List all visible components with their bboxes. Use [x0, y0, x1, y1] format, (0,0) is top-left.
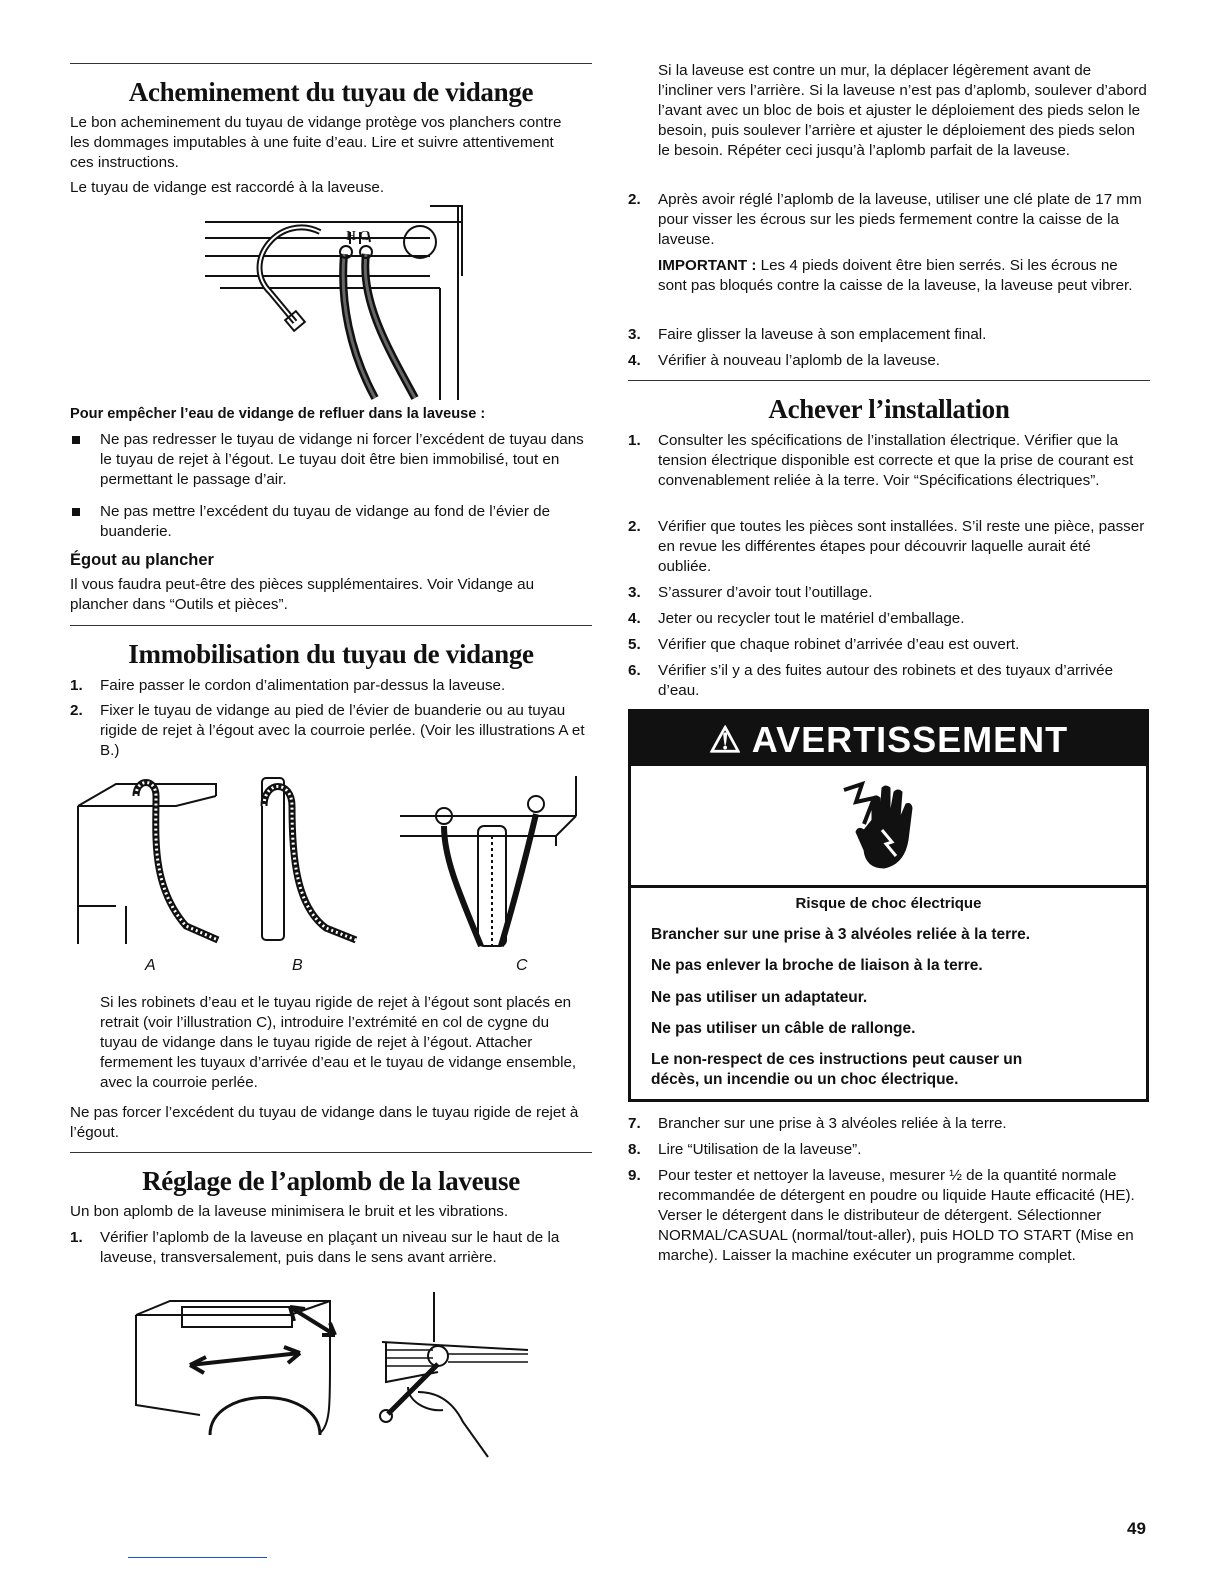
warning-line: Brancher sur une prise à 3 alvéoles reliée à la terre. [651, 926, 1031, 943]
warning-title: AVERTISSEMENT [751, 719, 1069, 760]
step-number: 5. [628, 636, 641, 653]
section-rule [70, 63, 592, 64]
illustration-c [396, 776, 586, 948]
subheading-egout: Égout au plancher [70, 551, 214, 569]
warning-box [628, 709, 1149, 1102]
paragraph: Un bon aplomb de la laveuse minimisera le bruit et les vibrations. [70, 1203, 509, 1220]
step-number: 7. [628, 1115, 641, 1132]
illustration-b [256, 776, 361, 948]
step-text: Vérifier que toutes les pièces sont installées. S’il reste une pièce, passer en revue les différentes étapes pour découvrir laquelle aurait été oubliée. [658, 518, 1145, 575]
step-text: Pour tester et nettoyer la laveuse, mesurer ½ de la quantité normale recommandée de détergent en poudre ou liquide Haute efficacité (HE). Verser le détergent dans le distributeur de détergent. Sélectionner NORMAL/CASUAL (normal/tout-aller), puis HOLD TO START (Mise en marche). Laisser la machine exécuter un programme complet. [658, 1167, 1135, 1264]
bullet-icon [72, 436, 80, 444]
important-note [658, 256, 1148, 296]
step-number: 1. [70, 1229, 83, 1246]
step-number: 2. [628, 518, 641, 535]
paragraph: Le bon acheminement du tuyau de vidange protège vos planchers contre les dommages imputables à une fuite d’eau. Lire et suivre attentivement ces instructions. [70, 114, 562, 171]
section-rule [70, 625, 592, 626]
warning-line: Ne pas enlever la broche de liaison à la terre. [651, 957, 983, 974]
footer-rule [128, 1557, 267, 1558]
paragraph: Il vous faudra peut-être des pièces supplémentaires. Voir Vidange au plancher dans “Outils et pièces”. [70, 576, 535, 613]
page-number: 49 [1127, 1519, 1146, 1538]
caption-a: A [145, 957, 156, 974]
paragraph: Si les robinets d’eau et le tuyau rigide de rejet à l’égout sont placés en retrait (voir l’illustration C), introduire l’extrémité en col de cygne du tuyau de vidange dans le tuyau rigide de rejet à l’égout. Attacher fermement les tuyaux d’arrivée d’eau et le tuyau de vidange ensemble, avec la courroie perlée. [100, 994, 577, 1091]
step-number: 3. [628, 584, 641, 601]
step-text: Consulter les spécifications de l’installation électrique. Vérifier que la tension électrique disponible est correcte et que la prise de courant est convenablement reliée à la terre. Voir “Spécifications électriques”. [658, 432, 1134, 489]
section-title-reglage: Réglage de l’aplomb de la laveuse [142, 1166, 520, 1196]
paragraph: Le tuyau de vidange est raccordé à la laveuse. [70, 179, 385, 196]
step-number: 4. [628, 610, 641, 627]
prevent-backflow-heading: Pour empêcher l’eau de vidange de refluer dans la laveuse : [70, 406, 486, 422]
wrench-foot-illustration [378, 1292, 538, 1462]
step-number: 3. [628, 326, 641, 343]
step-text: Vérifier l’aplomb de la laveuse en plaçant un niveau sur le haut de la laveuse, transversalement, puis dans le sens avant arrière. [100, 1229, 560, 1266]
list-item: Ne pas mettre l’excédent du tuyau de vidange au fond de l’évier de buanderie. [100, 503, 551, 540]
step-text: Lire “Utilisation de la laveuse”. [658, 1141, 862, 1158]
step-text: Vérifier que chaque robinet d’arrivée d’eau est ouvert. [658, 636, 1020, 653]
section-title-acheminement: Acheminement du tuyau de vidange [128, 77, 534, 107]
warning-header [631, 712, 1146, 766]
warning-risk: Risque de choc électrique [795, 895, 982, 912]
step-number: 1. [628, 432, 641, 449]
warning-divider [631, 885, 1146, 888]
bullet-icon [72, 508, 80, 516]
warning-line: Ne pas utiliser un câble de rallonge. [651, 1020, 916, 1037]
step-text: Jeter ou recycler tout le matériel d’emballage. [658, 610, 965, 627]
step-text: Faire glisser la laveuse à son emplacement final. [658, 326, 987, 343]
important-label: IMPORTANT : [658, 257, 757, 274]
step-text: Fixer le tuyau de vidange au pied de l’évier de buanderie ou au tuyau rigide de rejet à l’égout avec la courroie perlée. (Voir les illustrations A et B.) [100, 702, 585, 759]
step-number: 6. [628, 662, 641, 679]
step-text: Vérifier à nouveau l’aplomb de la laveuse. [658, 352, 940, 369]
step-number: 9. [628, 1167, 641, 1184]
step-number: 4. [628, 352, 641, 369]
step-number: 8. [628, 1141, 641, 1158]
important-text: Les 4 pieds doivent être bien serrés. Si les écrous ne sont pas bloqués contre la caisse de la laveuse, la laveuse peut vibrer. [658, 257, 1133, 294]
warning-triangle-icon: ⚠ [708, 719, 752, 760]
step-text: S’assurer d’avoir tout l’outillage. [658, 584, 873, 601]
illustration-a [76, 776, 226, 948]
step-text: Vérifier s’il y a des fuites autour des robinets et des tuyaux d’arrivée d’eau. [658, 662, 1114, 699]
paragraph: Si la laveuse est contre un mur, la déplacer légèrement avant de l’incliner vers l’arrière. Si la laveuse n’est pas d’aplomb, soulever d’abord l’avant avec un bloc de bois et ajuster le déploiement des pieds selon le besoin, puis soulever l’arrière et ajuster le déploiement des pieds selon le besoin. Répéter ceci jusqu’à l’aplomb parfait de la laveuse. [658, 62, 1147, 159]
step-number: 1. [70, 677, 83, 694]
list-item: Ne pas redresser le tuyau de vidange ni forcer l’excédent de tuyau dans le tuyau de rejet à l’égout. Le tuyau doit être bien immobilisé, tout en permettant le passage d’air. [100, 431, 584, 488]
warning-line: Ne pas utiliser un adaptateur. [651, 989, 868, 1006]
section-title-achever: Achever l’installation [768, 394, 1010, 424]
step-text: Faire passer le cordon d’alimentation par-dessus la laveuse. [100, 677, 506, 694]
step-text: Après avoir réglé l’aplomb de la laveuse, utiliser une clé plate de 17 mm pour visser les écrous sur les pieds fermement contre la caisse de la laveuse. [658, 191, 1142, 248]
washer-level-illustration [130, 1295, 340, 1435]
caption-c: C [516, 957, 528, 974]
paragraph: Ne pas forcer l’excédent du tuyau de vidange dans le tuyau rigide de rejet à l’égout. [70, 1104, 579, 1141]
section-rule [70, 1152, 592, 1153]
step-number: 2. [628, 191, 641, 208]
step-text: Brancher sur une prise à 3 alvéoles reliée à la terre. [658, 1115, 1007, 1132]
caption-b: B [292, 957, 303, 974]
svg-text:H C: H C [346, 229, 369, 244]
drain-hose-illustration [200, 202, 468, 400]
electric-shock-hand-icon [834, 780, 924, 872]
warning-line: Le non-respect de ces instructions peut causer un décès, un incendie ou un choc électrique. [651, 1051, 1023, 1088]
section-rule [628, 380, 1150, 381]
step-number: 2. [70, 702, 83, 719]
section-title-immobilisation: Immobilisation du tuyau de vidange [128, 639, 534, 669]
